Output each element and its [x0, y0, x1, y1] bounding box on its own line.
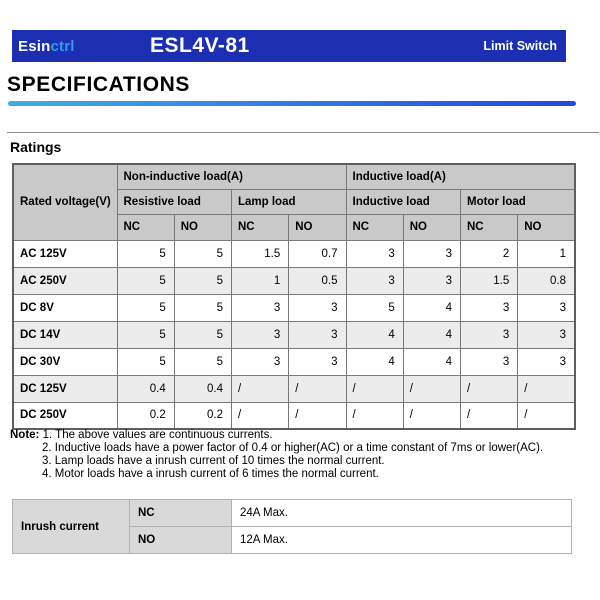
rating-value-cell: /	[461, 375, 518, 402]
section-underline	[8, 101, 576, 106]
rating-value-cell: /	[346, 375, 403, 402]
rating-value-cell: /	[232, 375, 289, 402]
group-header-non-inductive: Non-inductive load(A)	[117, 164, 346, 189]
product-category: Limit Switch	[483, 39, 557, 53]
rating-value-cell: 5	[174, 348, 231, 375]
note-line: 3. Lamp loads have a inrush current of 10 times the normal current.	[42, 455, 385, 467]
table-row	[13, 375, 575, 402]
note-text: 1. The above values are continuous currents.	[42, 429, 273, 441]
inrush-nc-label: NC	[130, 500, 232, 527]
note-line: 4. Motor loads have a inrush current of 6 times the normal current.	[42, 468, 379, 480]
sub-header-lamp: Lamp load	[232, 189, 347, 214]
ratings-heading: Ratings	[10, 139, 62, 155]
rating-value-cell: 5	[174, 240, 231, 267]
table-row	[13, 267, 575, 294]
rating-value-cell: 5	[346, 294, 403, 321]
rating-value-cell: 3	[232, 321, 289, 348]
rating-value-cell: 4	[403, 294, 460, 321]
rating-value-cell: 5	[117, 294, 174, 321]
rating-value-cell: 3	[518, 348, 575, 375]
rating-value-cell: 3	[289, 294, 346, 321]
rating-value-cell: 0.4	[117, 375, 174, 402]
row-label: DC 250V	[13, 402, 117, 429]
rating-value-cell: 3	[461, 321, 518, 348]
rating-value-cell: 3	[403, 267, 460, 294]
note-extra-lines	[10, 442, 543, 481]
rating-value-cell: 3	[518, 321, 575, 348]
rating-value-cell: 3	[403, 240, 460, 267]
rating-value-cell: 0.8	[518, 267, 575, 294]
note-line: 2. Inductive loads have a power factor of 0.4 or higher(AC) or a time constant of 7ms or lower(AC).	[42, 442, 544, 454]
rating-value-cell: 4	[403, 348, 460, 375]
sub-header-motor: Motor load	[461, 189, 576, 214]
rating-value-cell: /	[346, 402, 403, 429]
brand-logo-part2: ctrl	[50, 37, 75, 55]
notes-block	[10, 429, 543, 481]
rating-value-cell: 4	[346, 348, 403, 375]
group-header-inductive: Inductive load(A)	[346, 164, 575, 189]
divider-rule	[7, 132, 599, 133]
rating-value-cell: 4	[403, 321, 460, 348]
sub-header-resistive: Resistive load	[117, 189, 232, 214]
row-label: DC 8V	[13, 294, 117, 321]
rating-value-cell: 1.5	[461, 267, 518, 294]
rating-value-cell: 5	[117, 348, 174, 375]
rating-value-cell: 0.4	[174, 375, 231, 402]
rating-value-cell: /	[403, 375, 460, 402]
rating-value-cell: 0.2	[117, 402, 174, 429]
ratings-table	[12, 163, 576, 430]
rating-value-cell: /	[232, 402, 289, 429]
rating-value-cell: 3	[232, 294, 289, 321]
rating-value-cell: 0.7	[289, 240, 346, 267]
contact-header: NC	[461, 214, 518, 240]
rating-value-cell: 3	[289, 321, 346, 348]
rating-value-cell: 5	[174, 267, 231, 294]
contact-header: NC	[117, 214, 174, 240]
table-row	[13, 402, 575, 429]
rating-value-cell: 3	[346, 240, 403, 267]
rating-value-cell: 1	[232, 267, 289, 294]
rating-value-cell: 5	[174, 321, 231, 348]
contact-header: NO	[289, 214, 346, 240]
rating-value-cell: 0.2	[174, 402, 231, 429]
note-label: Note:	[10, 429, 40, 441]
row-label: AC 125V	[13, 240, 117, 267]
inrush-row-header: Inrush current	[13, 500, 130, 554]
brand-logo-part1: Esin	[18, 37, 51, 55]
rating-value-cell: 3	[232, 348, 289, 375]
rating-value-cell: 5	[117, 321, 174, 348]
title-bar	[12, 30, 566, 62]
contact-header: NC	[346, 214, 403, 240]
ratings-header-group-row	[13, 164, 575, 189]
row-label: DC 125V	[13, 375, 117, 402]
contact-header: NC	[232, 214, 289, 240]
rating-value-cell: 4	[346, 321, 403, 348]
rating-value-cell: /	[518, 375, 575, 402]
note-line	[10, 429, 543, 442]
rating-value-cell: /	[403, 402, 460, 429]
rating-value-cell: 3	[346, 267, 403, 294]
rating-value-cell: 3	[289, 348, 346, 375]
rating-value-cell: 2	[461, 240, 518, 267]
contact-header: NO	[174, 214, 231, 240]
row-label: DC 30V	[13, 348, 117, 375]
table-row	[13, 321, 575, 348]
corner-header: Rated voltage(V)	[13, 164, 117, 240]
table-row	[13, 348, 575, 375]
table-row	[13, 294, 575, 321]
row-label: DC 14V	[13, 321, 117, 348]
contact-header: NO	[403, 214, 460, 240]
section-title: SPECIFICATIONS	[7, 73, 191, 96]
table-row	[13, 500, 572, 527]
inrush-no-label: NO	[130, 527, 232, 554]
rating-value-cell: 3	[461, 294, 518, 321]
inrush-no-value: 12A Max.	[232, 527, 572, 554]
inrush-current-table	[12, 499, 572, 554]
rating-value-cell: 5	[117, 267, 174, 294]
rating-value-cell: 5	[117, 240, 174, 267]
sub-header-inductive: Inductive load	[346, 189, 461, 214]
rating-value-cell: 1	[518, 240, 575, 267]
inrush-nc-value: 24A Max.	[232, 500, 572, 527]
rating-value-cell: /	[461, 402, 518, 429]
rating-value-cell: 1.5	[232, 240, 289, 267]
rating-value-cell: /	[518, 402, 575, 429]
rating-value-cell: 0.5	[289, 267, 346, 294]
product-model: ESL4V-81	[150, 34, 250, 57]
rating-value-cell: /	[289, 375, 346, 402]
rating-value-cell: 3	[518, 294, 575, 321]
rating-value-cell: 3	[461, 348, 518, 375]
contact-header: NO	[518, 214, 575, 240]
brand-logo	[18, 30, 75, 62]
row-label: AC 250V	[13, 267, 117, 294]
rating-value-cell: /	[289, 402, 346, 429]
rating-value-cell: 5	[174, 294, 231, 321]
table-row	[13, 240, 575, 267]
